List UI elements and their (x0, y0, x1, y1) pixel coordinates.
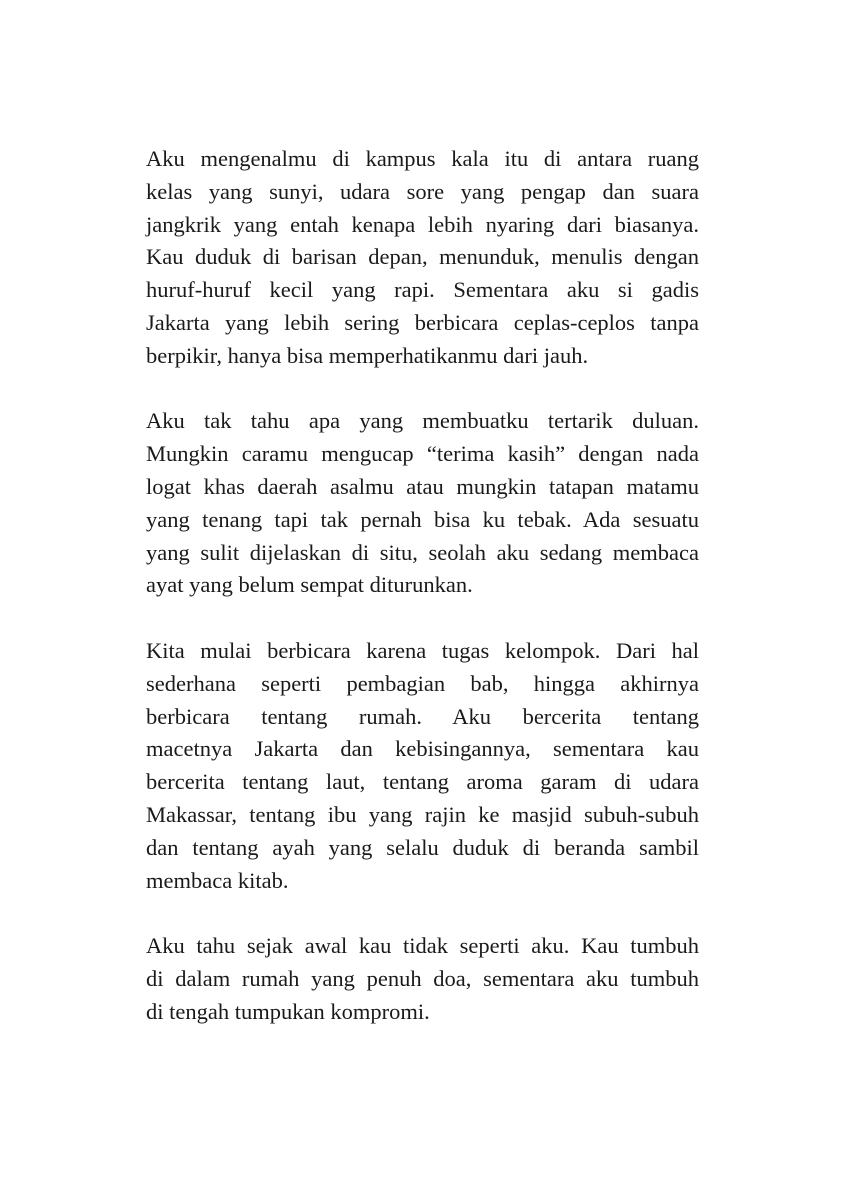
text-line: Jakarta yang lebih sering berbicara ceplas-ceplos tanpa (146, 309, 699, 335)
text-line: logat khas daerah asalmu atau mungkin tatapan matamu (146, 473, 699, 499)
text-line: berpikir, hanya bisa memperhatikanmu dari jauh. (146, 342, 589, 368)
text-line: di dalam rumah yang penuh doa, sementara aku tumbuh (146, 965, 699, 991)
text-line: berbicara tentang rumah. Aku bercerita tentang (146, 703, 699, 729)
text-line: yang tenang tapi tak pernah bisa ku tebak. Ada sesuatu (146, 506, 699, 532)
text-line: dan tentang ayah yang selalu duduk di beranda sambil (146, 834, 699, 860)
paragraph-1 (146, 143, 699, 373)
text-line: jangkrik yang entah kenapa lebih nyaring dari biasanya. (146, 211, 699, 237)
text-line: Makassar, tentang ibu yang rajin ke masjid subuh-subuh (146, 801, 699, 827)
text-line: sederhana seperti pembagian bab, hingga akhirnya (146, 670, 699, 696)
text-line: kelas yang sunyi, udara sore yang pengap dan suara (146, 178, 699, 204)
paragraph-4 (146, 930, 699, 1028)
text-line: Mungkin caramu mengucap “terima kasih” dengan nada (146, 441, 699, 467)
text-line: Aku tak tahu apa yang membuatku tertarik duluan. (146, 408, 699, 434)
text-line: macetnya Jakarta dan kebisingannya, sementara kau (146, 736, 699, 762)
text-line: membaca kitab. (146, 867, 289, 893)
paragraph-2 (146, 405, 699, 602)
text-line: bercerita tentang laut, tentang aroma garam di udara (146, 769, 699, 795)
text-line: Aku tahu sejak awal kau tidak seperti aku. Kau tumbuh (146, 933, 699, 959)
text-line: Aku mengenalmu di kampus kala itu di antara ruang (146, 146, 699, 171)
text-line: Kita mulai berbicara karena tugas kelompok. Dari hal (146, 637, 699, 663)
text-line: Kau duduk di barisan depan, menunduk, menulis dengan (146, 244, 699, 270)
text-line: yang sulit dijelaskan di situ, seolah aku sedang membaca (146, 539, 699, 565)
text-line: huruf-huruf kecil yang rapi. Sementara aku si gadis (146, 277, 699, 303)
text-line: di tengah tumpukan kompromi. (146, 998, 430, 1024)
paragraph-3 (146, 635, 699, 897)
body-text (146, 143, 699, 1061)
text-line: ayat yang belum sempat diturunkan. (146, 572, 473, 598)
